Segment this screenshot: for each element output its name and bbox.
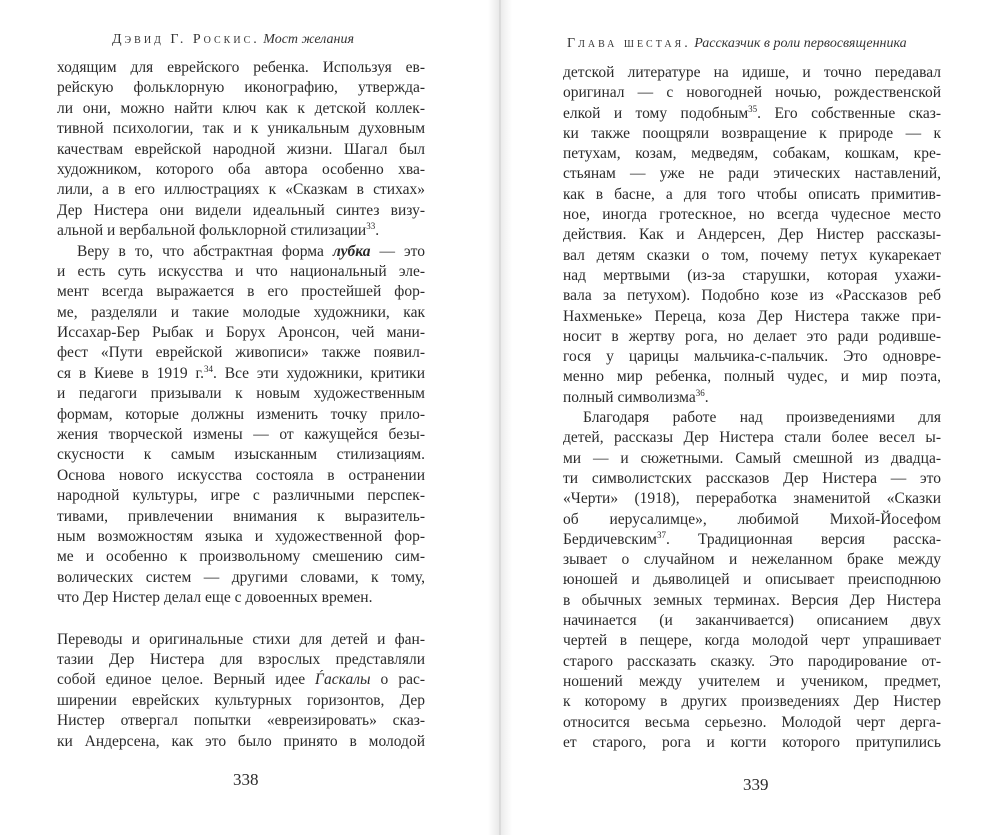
text-line [563, 205, 941, 225]
footnote-ref: 34 [204, 363, 214, 374]
line-text: детской литературе на идише, и точно передавал [563, 64, 941, 81]
text-line [57, 282, 425, 302]
line-text: ное, иногда гротескное, но всегда чудесное место [563, 206, 941, 224]
text-line [57, 650, 425, 670]
text-line [563, 591, 941, 611]
text-line [57, 527, 425, 547]
page-number-left: 338 [233, 770, 259, 789]
running-head-left [112, 32, 354, 48]
text-line [57, 691, 425, 711]
text-line [563, 530, 941, 550]
text-line [57, 732, 425, 752]
text-line [563, 408, 941, 428]
text-line [57, 588, 425, 608]
line-text: полный символизма [563, 388, 696, 406]
line-text: «Черти» (1918), переработка знаменитой «Сказки [563, 490, 941, 508]
text-line [57, 486, 425, 506]
line-text: как в басне, а для того чтобы описать примитив- [563, 185, 941, 203]
footnote-ref: 35 [748, 103, 758, 114]
line-text: тазии Дер Нистера для взрослых представляли [57, 650, 425, 668]
line-text: менно мир ребенка, полный чудес, и мир поэта, [563, 368, 941, 386]
line-text-continued: . Его собственные сказ- [757, 104, 941, 122]
text-line [57, 221, 425, 241]
text-line [57, 180, 425, 200]
line-text: Иссахар-Бер Рыбак и Борух Аронсон, чей мани- [57, 324, 425, 342]
text-line [563, 449, 941, 469]
text-line [563, 652, 941, 672]
line-text: альной и вербальной фольклорной стилизации [57, 222, 367, 240]
line-text: и педагоги призывали к новым художественным [57, 385, 425, 403]
line-text: ми — и сюжетными. Самый смешной из двадца- [563, 449, 941, 467]
line-text: чертей в пещере, когда молодой черт упрашивает [563, 632, 941, 650]
line-text: мент всегда выражается в его простейшей фор- [57, 283, 425, 301]
text-line [563, 388, 941, 408]
text-line [563, 631, 941, 651]
text-line [563, 611, 941, 631]
line-text: зывает о случайном и нежеланном браке между [563, 551, 941, 569]
line-text: качествам еврейской народной жизни. Шагал был [57, 140, 425, 158]
text-line [57, 568, 425, 588]
line-text: Нахменьке» Переца, коза Дер Нистера также при- [563, 307, 941, 325]
left-page-text [57, 58, 425, 752]
text-line [563, 164, 941, 184]
line-text: Благодаря работе над произведениями для [583, 409, 941, 427]
text-line [563, 286, 941, 306]
text-line [57, 119, 425, 139]
line-text: об иерусалимце», любимой Михой-Йосефом [563, 510, 941, 528]
text-line [563, 225, 941, 245]
line-text: Веру в то, что абстрактная форма [77, 242, 333, 260]
line-text: формам, которые должны изменить точку прило- [57, 405, 425, 423]
text-line [563, 307, 941, 327]
text-line [57, 507, 425, 527]
text-line [57, 364, 425, 384]
text-line [563, 144, 941, 164]
text-line [563, 83, 941, 103]
text-line [563, 733, 941, 753]
text-line [57, 78, 425, 98]
text-line [57, 445, 425, 465]
text-line [563, 672, 941, 692]
text-line [563, 550, 941, 570]
line-text: начинается (и заканчивается) описанием двух [563, 612, 941, 630]
book-title: Мост желания [263, 32, 354, 47]
text-line [57, 466, 425, 486]
line-text: вал детям сказки о том, почему петух кукарекает [563, 246, 941, 264]
text-line [57, 670, 425, 690]
line-text: ли они, можно найти ключ как к детской коллек- [57, 99, 425, 117]
line-text: тивной психологии, так и к уникальным духовным [57, 120, 425, 138]
line-text: к которому в других произведениях Дер Нистер [563, 693, 941, 711]
text-line [563, 713, 941, 733]
text-line [57, 405, 425, 425]
text-line [563, 489, 941, 509]
line-text: ет старого, рога и когти которого притупились [563, 733, 941, 751]
line-text: петухам, козам, медведям, собакам, кошкам, кре- [563, 145, 941, 163]
line-text: Бердичевским [563, 530, 657, 548]
line-text-continued: — это [370, 242, 425, 260]
line-text: ки Андерсена, как это было принято в молодой [57, 732, 425, 750]
footnote-ref: 36 [695, 387, 705, 398]
text-line [57, 425, 425, 445]
right-page [510, 0, 1000, 835]
page-number-right: 339 [743, 775, 769, 794]
chapter-title: Рассказчик в роли первосвященника [694, 36, 907, 51]
line-text: ношений между учителем и учеником, предмет, [563, 672, 941, 690]
line-text: старого рассказать сказку. Это пародирование от- [563, 652, 941, 670]
line-text: юношей и дьяволицей и описывает преисподнюю [563, 571, 941, 589]
footnote-ref: 33 [366, 220, 376, 231]
text-line [57, 630, 425, 650]
text-line [57, 58, 425, 78]
line-text: стьянам — уже не ради этических наставлений, [563, 165, 941, 183]
text-line [563, 428, 941, 448]
text-line [57, 201, 425, 221]
line-text: ме и особенно к произвольному смешению сим- [57, 548, 425, 566]
line-text: тивами, привлечении внимания к выразитель- [57, 507, 425, 525]
line-text: гося у царицы мальчика-с-пальчик. Это одновре- [563, 348, 941, 366]
line-text: ширении еврейских культурных горизонтов, Дер [57, 691, 425, 709]
line-text-continued: о рас- [370, 671, 426, 689]
text-line [57, 242, 425, 262]
line-text: художником, которого оба автора особенно хва- [57, 160, 425, 178]
line-text: над мертвыми (из-за старушки, которая ухажи- [563, 266, 941, 284]
right-page-text [563, 63, 941, 753]
line-text: относится весьма серьезно. Молодой черт дерга- [563, 713, 941, 731]
line-text: Нистер отвергал попытки «евреизировать» сказ- [57, 712, 425, 730]
line-text: народной культуры, игре с различными перспек- [57, 487, 425, 505]
line-text-continued: . Все эти художники, критики [213, 364, 425, 382]
text-line [563, 246, 941, 266]
line-text: ся в Киеве в 1919 г. [57, 364, 205, 382]
text-line [563, 266, 941, 286]
line-text: ти символистских рассказов Дер Нистера — это [563, 469, 941, 487]
text-line [57, 262, 425, 282]
line-text: Основа нового искусства состояла в остранении [57, 466, 425, 484]
line-text: собой единое целое. Верный идее [57, 671, 316, 689]
text-line [57, 140, 425, 160]
author-name: Дэвид Г. Роскис. [112, 32, 260, 47]
line-text: жения творческой измены — от кажущейся безы- [57, 426, 425, 444]
text-line [57, 547, 425, 567]
line-text: елкой и тому подобным [563, 104, 749, 122]
line-text: Дер Нистера они видели идеальный синтез визу- [57, 201, 425, 219]
line-text: скусности к самым изысканным стилизациям. [57, 446, 425, 464]
emphasized-term: лубка [332, 242, 371, 260]
text-line [563, 347, 941, 367]
line-text: носит в жертву рога, но делает это ради родивше- [563, 327, 941, 345]
text-line [563, 327, 941, 347]
line-text-continued: . Традиционная версия расска- [665, 530, 941, 548]
book-gutter [488, 0, 512, 835]
text-line [563, 104, 941, 124]
text-line [563, 124, 941, 144]
line-text: волических систем — другими словами, к тому, [57, 568, 425, 586]
text-line [563, 63, 941, 83]
italic-term: Ѓаскалы [315, 671, 371, 689]
text-line [563, 570, 941, 590]
line-text: ходящим для еврейского ребенка. Используя ев- [57, 59, 425, 76]
running-head-right [567, 36, 907, 52]
line-text: лили, а в его иллюстрациях к «Сказкам в стихах» [57, 181, 425, 199]
line-text: рейскую фольклорную иконографию, утвержда- [57, 79, 425, 97]
line-text: что Дер Нистер делал еще с довоенных времен. [57, 589, 373, 607]
line-text-continued: . [375, 222, 380, 240]
text-line [563, 185, 941, 205]
line-text: ки также поощряли возвращение к природе — к [563, 124, 941, 142]
text-line [563, 692, 941, 712]
text-line [563, 367, 941, 387]
text-line [57, 323, 425, 343]
chapter-label: Глава шестая. [567, 36, 691, 51]
text-line [57, 343, 425, 363]
line-text: ным возможностям языка и художественной фор- [57, 527, 425, 545]
text-line [57, 303, 425, 323]
text-line [57, 99, 425, 119]
line-text: в обычных земных терминах. Версия Дер Нистера [563, 591, 941, 609]
line-text: вала за петухом). Подобно козе из «Рассказов реб [563, 287, 941, 305]
text-line [57, 384, 425, 404]
line-text: действия. Как и Андерсен, Дер Нистер рассказы- [563, 226, 941, 244]
text-line [57, 160, 425, 180]
line-text: детей, рассказы Дер Нистера стали более весел ы- [563, 429, 941, 447]
left-page [0, 0, 490, 835]
line-text: оригинал — с новогодней ночью, рождественской [563, 84, 941, 102]
line-text: и есть суть искусства и что национальный эле- [57, 262, 425, 280]
footnote-ref: 37 [656, 529, 666, 540]
text-line [563, 469, 941, 489]
text-line [563, 510, 941, 530]
line-text: ме, разделяли и такие молодые художники, как [57, 303, 425, 321]
text-line [57, 711, 425, 731]
line-text-continued: . [704, 388, 709, 406]
line-text: фест «Пути еврейской живописи» также появил- [57, 344, 425, 362]
line-text: Переводы и оригинальные стихи для детей и фан- [57, 630, 425, 648]
